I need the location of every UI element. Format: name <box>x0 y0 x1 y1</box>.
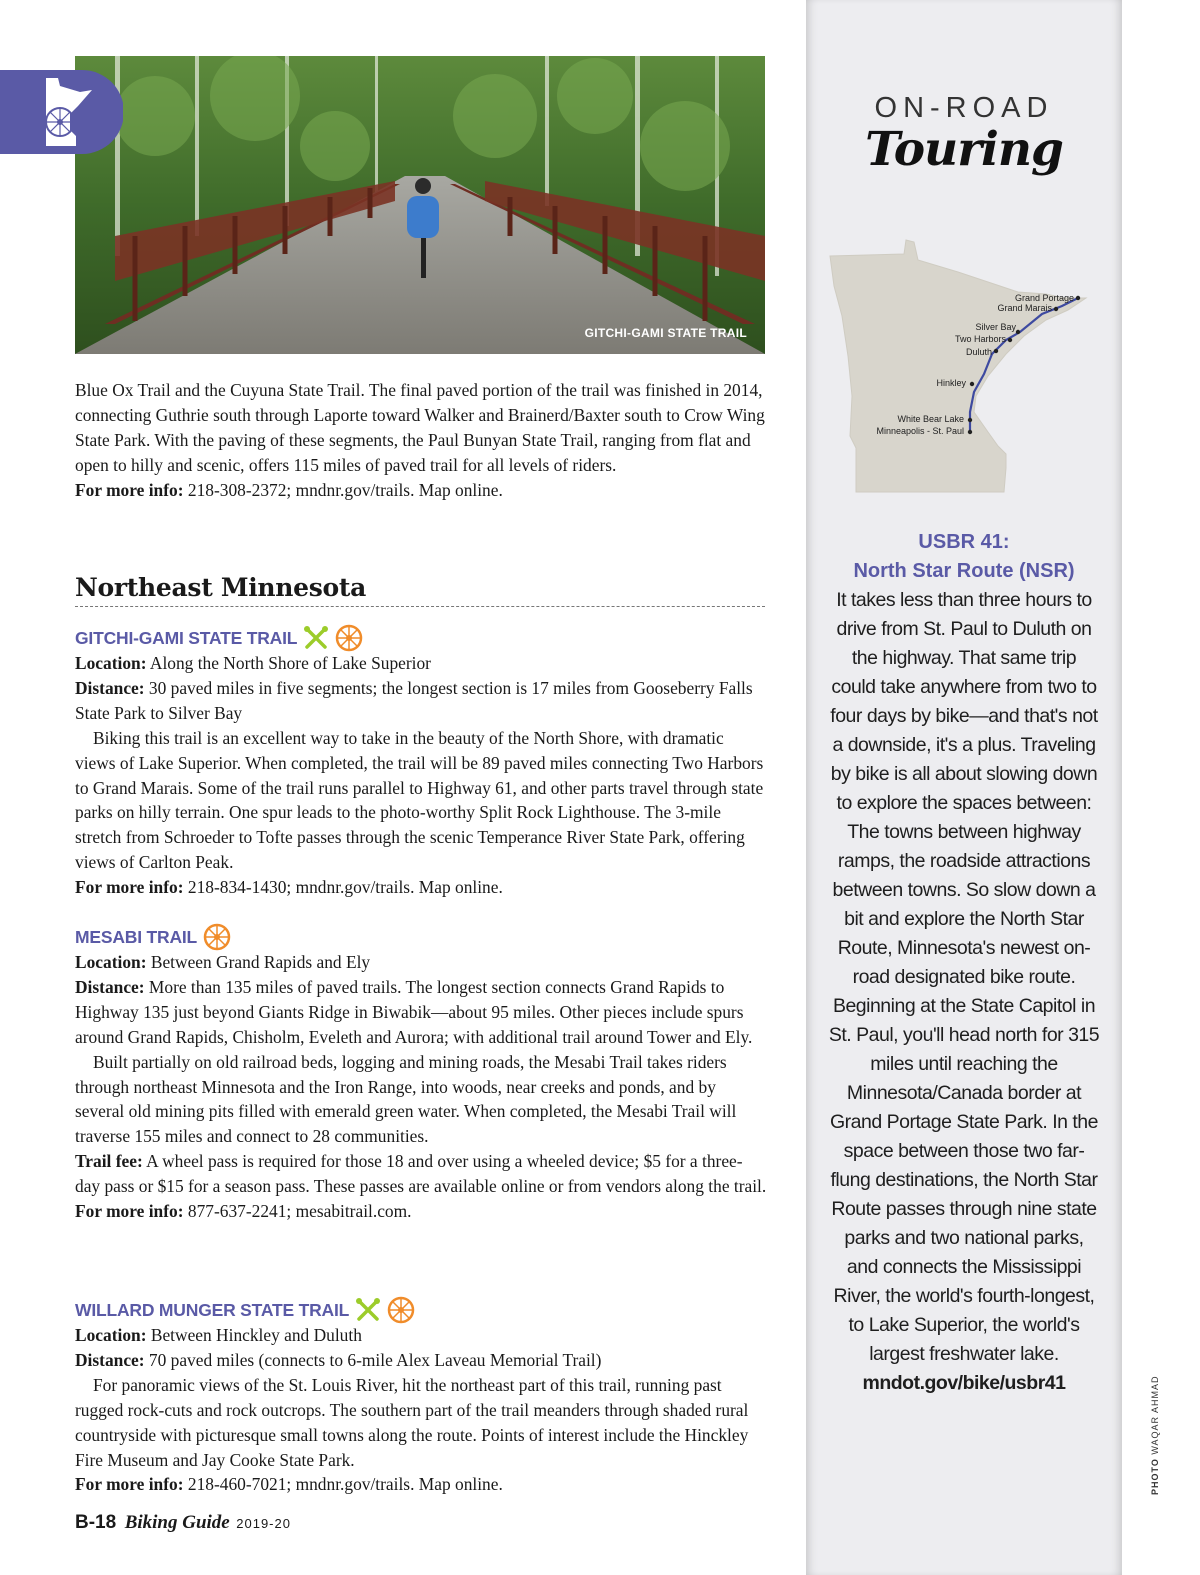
map-label-two-harbors: Two Harbors <box>954 334 1006 344</box>
map-label-grand-marais: Grand Marais <box>997 303 1052 313</box>
intro-paragraph: Blue Ox Trail and the Cuyuna State Trail. The final paved portion of the trail was finished in 2014, connecting Guthrie south through Laporte toward Walker and Brainerd/Baxter south to Crow Wing State Park. With the paving of these segments, the Paul Bunyan State Trail, ranging from flat and open to hilly and scenic, offers 115 miles of paved trail for all levels of riders. <box>75 380 765 475</box>
map-label-grand-portage: Grand Portage <box>1014 293 1074 303</box>
trail-description: For panoramic views of the St. Louis River, hit the northeast part of this trail, running past rugged rock-cuts and rock outcrops. The southern part of the trail meanders through shaded rural countryside with picturesque small towns along the route. Points of interest include the Hinckley Fire Museum and Jay Cooke State Park. <box>75 1374 749 1470</box>
map-label-white-bear-lake: White Bear Lake <box>897 414 964 424</box>
on-road-touring-sidebar <box>806 0 1122 1575</box>
trail-distance: Distance: 70 paved miles (connects to 6-mile Alex Laveau Memorial Trail) <box>75 1349 602 1370</box>
sidebar-kicker: ON-ROAD <box>874 92 1054 124</box>
trail-photo <box>75 56 765 354</box>
map-label-hinkley: Hinkley <box>936 378 966 388</box>
route-link[interactable]: mndot.gov/bike/usbr41 <box>862 1372 1066 1394</box>
trail-entry-mesabi <box>75 924 767 1224</box>
paved-trail-icon <box>303 625 329 651</box>
bridge-photo-illustration <box>75 56 765 354</box>
bike-wheel-icon <box>203 923 231 951</box>
photo-caption: GITCHI-GAMI STATE TRAIL <box>584 326 747 340</box>
intro-block <box>75 378 767 503</box>
section-title: Northeast Minnesota <box>75 573 367 602</box>
trail-fee: Trail fee: A wheel pass is required for those 18 and over using a wheeled device; $5 for a three-day pass or $15 for a season pass. These passes are available online or from vendors along the trail. <box>75 1151 767 1197</box>
trail-more-info: For more info: 218-834-1430; mndnr.gov/trails. Map online. <box>75 877 503 898</box>
trail-location: Location: Along the North Shore of Lake Superior <box>75 653 431 673</box>
map-label-minneapolis: Minneapolis - St. Paul <box>876 426 964 436</box>
minnesota-bike-icon <box>0 70 123 154</box>
trail-distance: Distance: 30 paved miles in five segments; the longest section is 17 miles from Gooseberry Falls State Park to Silver Bay <box>75 677 753 723</box>
trail-distance: Distance: More than 135 miles of paved trails. The longest section connects Grand Rapids to Highway 135 just beyond Giants Ridge in Biwabik—about 95 miles. Other pieces include spurs around Grand Rapids, Chisholm, Eveleth and Aurora; with additional trail around Tower and Ely. <box>75 976 753 1047</box>
trail-location: Location: Between Hinckley and Duluth <box>75 1325 362 1345</box>
bike-wheel-icon <box>335 624 363 652</box>
publication-title: Biking Guide <box>124 1512 230 1533</box>
sidebar-title: Touring <box>865 122 1063 177</box>
trail-description: Biking this trail is an excellent way to take in the beauty of the North Shore, with dramatic views of Lake Superior. When completed, the trail will be 89 paved miles connecting Two Harbors to Grand Marais. Some of the trail runs parallel to Highway 61, and other parts travel through state parks on hilly terrain. One spur leads to the photo-worthy Split Rock Lighthouse. The 3-mile stretch from Schroeder to Tofte passes through the scenic Temperance River State Park, offering views of Carlton Peak. <box>75 727 764 873</box>
trail-title: MESABI TRAIL <box>75 924 767 950</box>
section-heading <box>75 573 765 607</box>
bike-wheel-icon <box>387 1296 415 1324</box>
trail-location: Location: Between Grand Rapids and Ely <box>75 952 371 972</box>
trail-description: Built partially on old railroad beds, logging and mining roads, the Mesabi Trail takes riders through northeast Minnesota and the Iron Range, into woods, near creeks and ponds, and by several old mining pits filled with emerald green water. When completed, the Mesabi Trail will traverse 155 miles and connect to 28 communities. <box>75 1051 737 1147</box>
page-footer <box>75 1512 291 1534</box>
photo-credit: PHOTO WAQAR AHMAD <box>1150 1375 1160 1495</box>
page-number: B-18 <box>75 1512 117 1533</box>
map-label-duluth: Duluth <box>965 347 992 357</box>
trail-entry-willard-munger <box>75 1297 767 1497</box>
intro-more-info: For more info: 218-308-2372; mndnr.gov/trails. Map online. <box>75 479 503 500</box>
route-title: USBR 41: North Star Route (NSR) <box>853 531 1075 582</box>
publication-year: 2019-20 <box>236 1516 291 1531</box>
trail-more-info: For more info: 877-637-2241; mesabitrail.com. <box>75 1201 412 1222</box>
map-label-silver-bay: Silver Bay <box>975 322 1016 332</box>
trail-title: WILLARD MUNGER STATE TRAIL <box>75 1297 767 1323</box>
trail-more-info: For more info: 218-460-7021; mndnr.gov/trails. Map online. <box>75 1474 503 1495</box>
route-map <box>828 236 1098 496</box>
paved-trail-icon <box>355 1297 381 1323</box>
trail-title: GITCHI-GAMI STATE TRAIL <box>75 625 767 651</box>
trail-entry-gitchi-gami <box>75 625 767 900</box>
route-description: It takes less than three hours to drive from St. Paul to Duluth on the highway. That same trip could take anywhere from two to four days by bike—and that's not a downside, it's a plus. Traveling by bike is all about slowing down to explore the spaces between: The towns between highway ramps, the roadside attractions between towns. So slow down a bit and explore the North Star Route, Minnesota's newest on-road designated bike route. Beginning at the State Capitol in St. Paul, you'll head north for 315 miles until reaching the Minnesota/Canada border at Grand Portage State Park. In the space between those two far-flung destinations, the North Star Route passes through nine state parks and two national parks, and connects the Mississippi River, the world's fourth-longest, to Lake Superior, the world's largest freshwater lake. mndot.gov/bike/usbr41 <box>828 586 1100 1398</box>
